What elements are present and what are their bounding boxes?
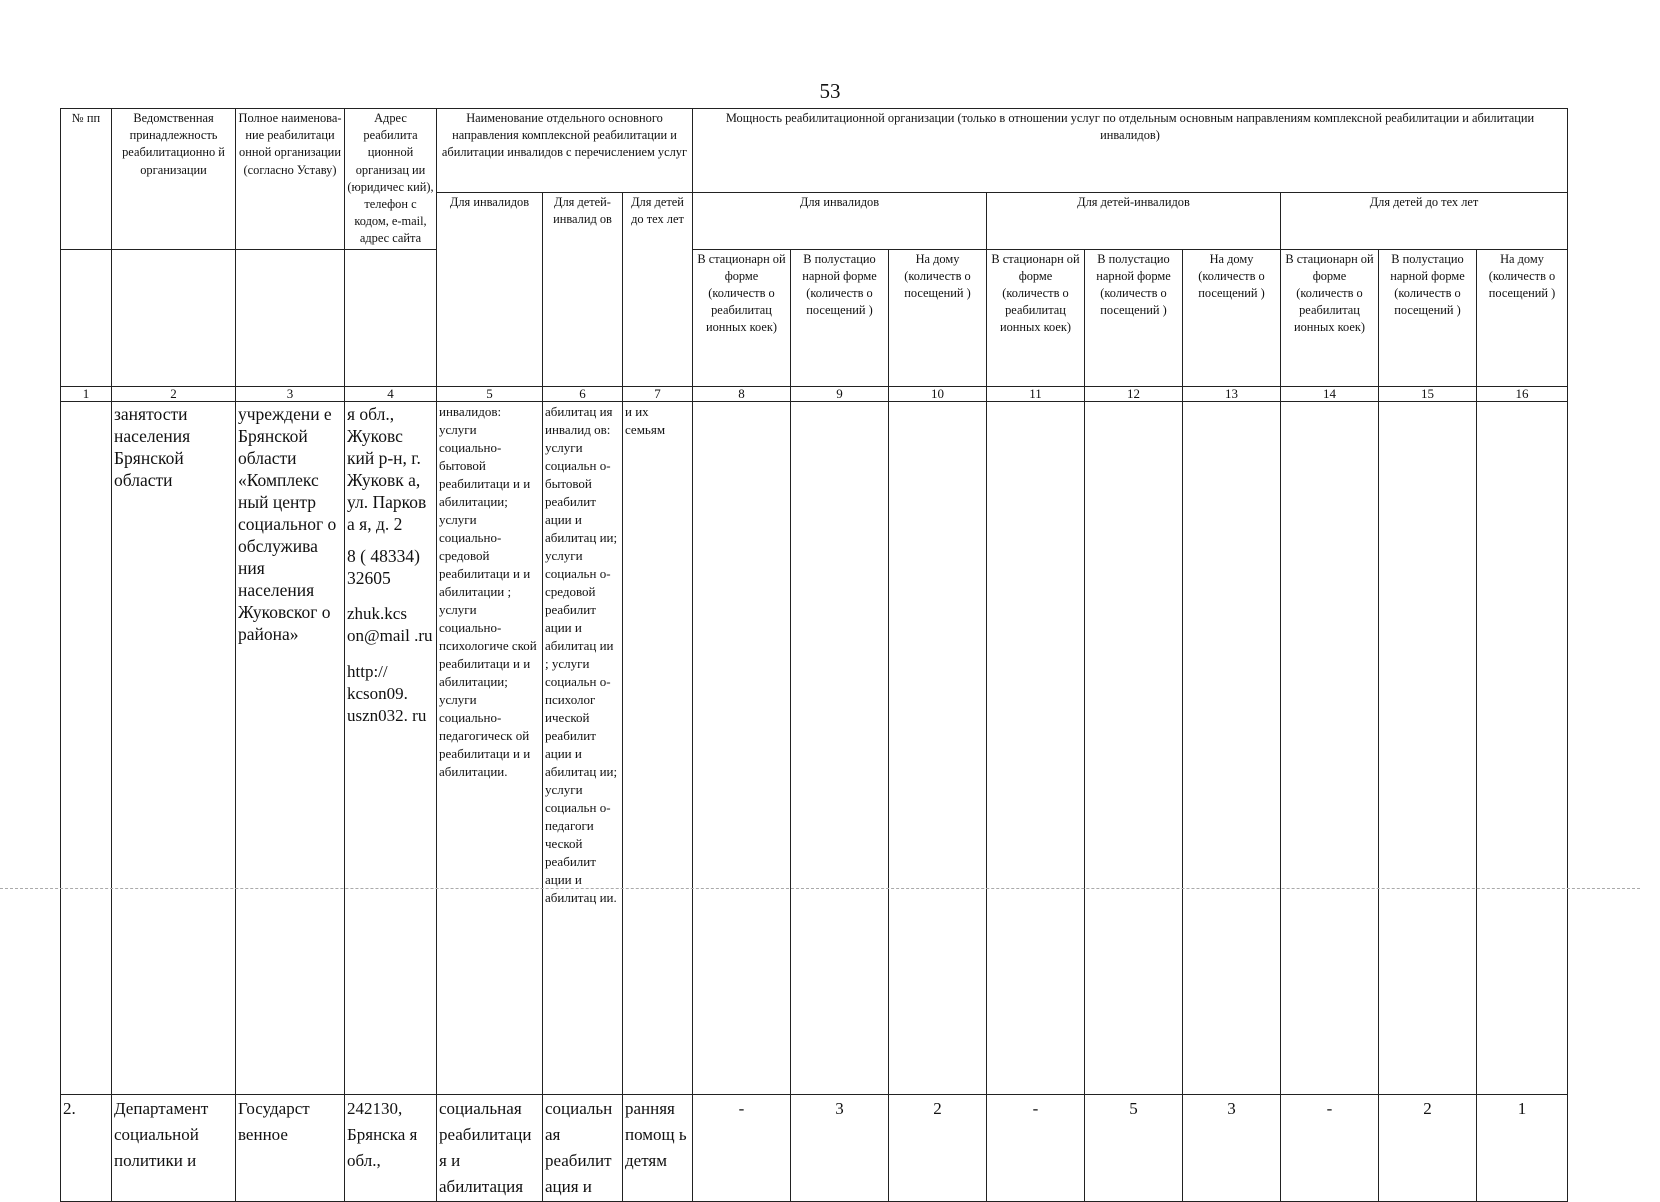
website-text: http:// kcson09. uszn032. ru xyxy=(347,661,427,725)
header-number-cell: № пп xyxy=(61,109,112,250)
header-capacity-children-group: Для детей-инвалидов xyxy=(987,193,1281,250)
column-number: 12 xyxy=(1085,386,1183,401)
phone-text: 8 ( 48334) 32605 xyxy=(347,545,420,588)
services-young-cell: ранняя помощ ь детям xyxy=(623,1094,693,1201)
column-number: 1 xyxy=(61,386,112,401)
column-number: 16 xyxy=(1477,386,1568,401)
address-text: я обл., Жуковс кий р-н, г. Жуковк а, ул. Парков а я, д. 2 xyxy=(347,403,427,534)
address-cell: 242130, Брянска я обл., xyxy=(345,1094,437,1201)
header-address-cell: Адрес реабилита ционной организац ии (юридичес кий), телефон с кодом, e-mail, адрес сайта xyxy=(345,109,437,250)
capacity-value-cell: 2 xyxy=(889,1094,987,1201)
column-number: 4 xyxy=(345,386,437,401)
header-semistationary-cell: В полустацио нарной форме (количеств о посещений ) xyxy=(791,249,889,386)
column-number: 5 xyxy=(437,386,543,401)
header-blank-cell xyxy=(345,249,437,386)
header-semistationary-cell: В полустацио нарной форме (количеств о посещений ) xyxy=(1085,249,1183,386)
address-cell xyxy=(345,401,437,1094)
rehabilitation-registry-table xyxy=(60,108,1568,1202)
scan-artifact-line xyxy=(0,888,1640,889)
capacity-value-cell xyxy=(1183,401,1281,1094)
capacity-value-cell xyxy=(1477,401,1568,1094)
header-directions-disabled: Для инвалидов xyxy=(437,193,543,387)
header-department-cell: Ведомственная принадлежность реабилитационно й организации xyxy=(112,109,236,250)
header-stationary-cell: В стационарн ой форме (количеств о реабилитац ионных коек) xyxy=(987,249,1085,386)
header-directions-young: Для детей до тех лет xyxy=(623,193,693,387)
header-home-cell: На дому (количеств о посещений ) xyxy=(889,249,987,386)
services-young-cell: и их семьям xyxy=(623,401,693,1094)
capacity-value-cell: 3 xyxy=(1183,1094,1281,1201)
header-stationary-cell: В стационарн ой форме (количеств о реабилитац ионных коек) xyxy=(1281,249,1379,386)
services-children-cell: социальн ая реабилит ация и xyxy=(543,1094,623,1201)
services-disabled-cell: инвалидов: услуги социально-бытовой реабилитаци и и абилитации; услуги социально-средовой реабилитаци и и абилитации ; услуги социально-психологиче ской реабилитаци и и абилитации; услуги социально-педагогическ ой реабилитаци и и абилитации. xyxy=(437,401,543,1094)
capacity-value-cell xyxy=(987,401,1085,1094)
organization-name-cell: учреждени е Брянской области «Комплекс ный центр социальног о обслужива ния населения Жуковског о района» xyxy=(236,401,345,1094)
column-number: 3 xyxy=(236,386,345,401)
column-number: 10 xyxy=(889,386,987,401)
header-capacity-young-group: Для детей до тех лет xyxy=(1281,193,1568,250)
email-text: zhuk.kcs on@mail .ru xyxy=(347,603,433,645)
column-number: 6 xyxy=(543,386,623,401)
capacity-value-cell xyxy=(791,401,889,1094)
column-number: 7 xyxy=(623,386,693,401)
header-blank-cell xyxy=(236,249,345,386)
header-home-cell: На дому (количеств о посещений ) xyxy=(1477,249,1568,386)
header-capacity-group: Мощность реабилитационной организации (только в отношении услуг по отдельным основным направлениям комплексной реабилитации и абилитации инвалидов) xyxy=(693,109,1568,193)
department-cell: Департамент социальной политики и xyxy=(112,1094,236,1201)
capacity-value-cell: 1 xyxy=(1477,1094,1568,1201)
capacity-value-cell: - xyxy=(987,1094,1085,1201)
services-disabled-cell: социальная реабилитаци я и абилитация xyxy=(437,1094,543,1201)
services-children-cell: абилитац ия инвалид ов: услуги социальн о-бытовой реабилит ации и абилитац ии; услуги социальн о-средовой реабилит ации и абилитац ии ; услуги социальн о-психолог ической реабилит ации и абилитац ии; услуги социальн о-педагоги ческой реабилит ации и абилитац ии. xyxy=(543,401,623,1094)
capacity-value-cell: 3 xyxy=(791,1094,889,1201)
column-number: 14 xyxy=(1281,386,1379,401)
page-number: 53 xyxy=(819,79,841,103)
column-number: 8 xyxy=(693,386,791,401)
column-number: 15 xyxy=(1379,386,1477,401)
header-full-name-cell: Полное наименова-ние реабилитаци онной организации (согласно Уставу) xyxy=(236,109,345,250)
organization-name-cell: Государст венное xyxy=(236,1094,345,1201)
capacity-value-cell: 5 xyxy=(1085,1094,1183,1201)
capacity-value-cell: - xyxy=(1281,1094,1379,1201)
capacity-value-cell xyxy=(1379,401,1477,1094)
header-semistationary-cell: В полустацио нарной форме (количеств о посещений ) xyxy=(1379,249,1477,386)
row-number-cell xyxy=(61,401,112,1094)
table-row xyxy=(61,1094,1568,1201)
capacity-value-cell xyxy=(693,401,791,1094)
header-capacity-disabled-group: Для инвалидов xyxy=(693,193,987,250)
capacity-value-cell xyxy=(1085,401,1183,1094)
department-cell: занятости населения Брянской области xyxy=(112,401,236,1094)
capacity-value-cell: - xyxy=(693,1094,791,1201)
table-row xyxy=(61,401,1568,1094)
capacity-value-cell xyxy=(889,401,987,1094)
header-home-cell: На дому (количеств о посещений ) xyxy=(1183,249,1281,386)
column-number: 9 xyxy=(791,386,889,401)
row-number-cell: 2. xyxy=(61,1094,112,1201)
header-directions-group: Наименование отдельного основного направления комплексной реабилитации и абилитации инвалидов с перечислением услуг xyxy=(437,109,693,193)
header-blank-cell xyxy=(61,249,112,386)
header-directions-children: Для детей-инвалид ов xyxy=(543,193,623,387)
capacity-value-cell xyxy=(1281,401,1379,1094)
header-stationary-cell: В стационарн ой форме (количеств о реабилитац ионных коек) xyxy=(693,249,791,386)
column-number: 11 xyxy=(987,386,1085,401)
column-number: 13 xyxy=(1183,386,1281,401)
header-blank-cell xyxy=(112,249,236,386)
capacity-value-cell: 2 xyxy=(1379,1094,1477,1201)
column-number: 2 xyxy=(112,386,236,401)
